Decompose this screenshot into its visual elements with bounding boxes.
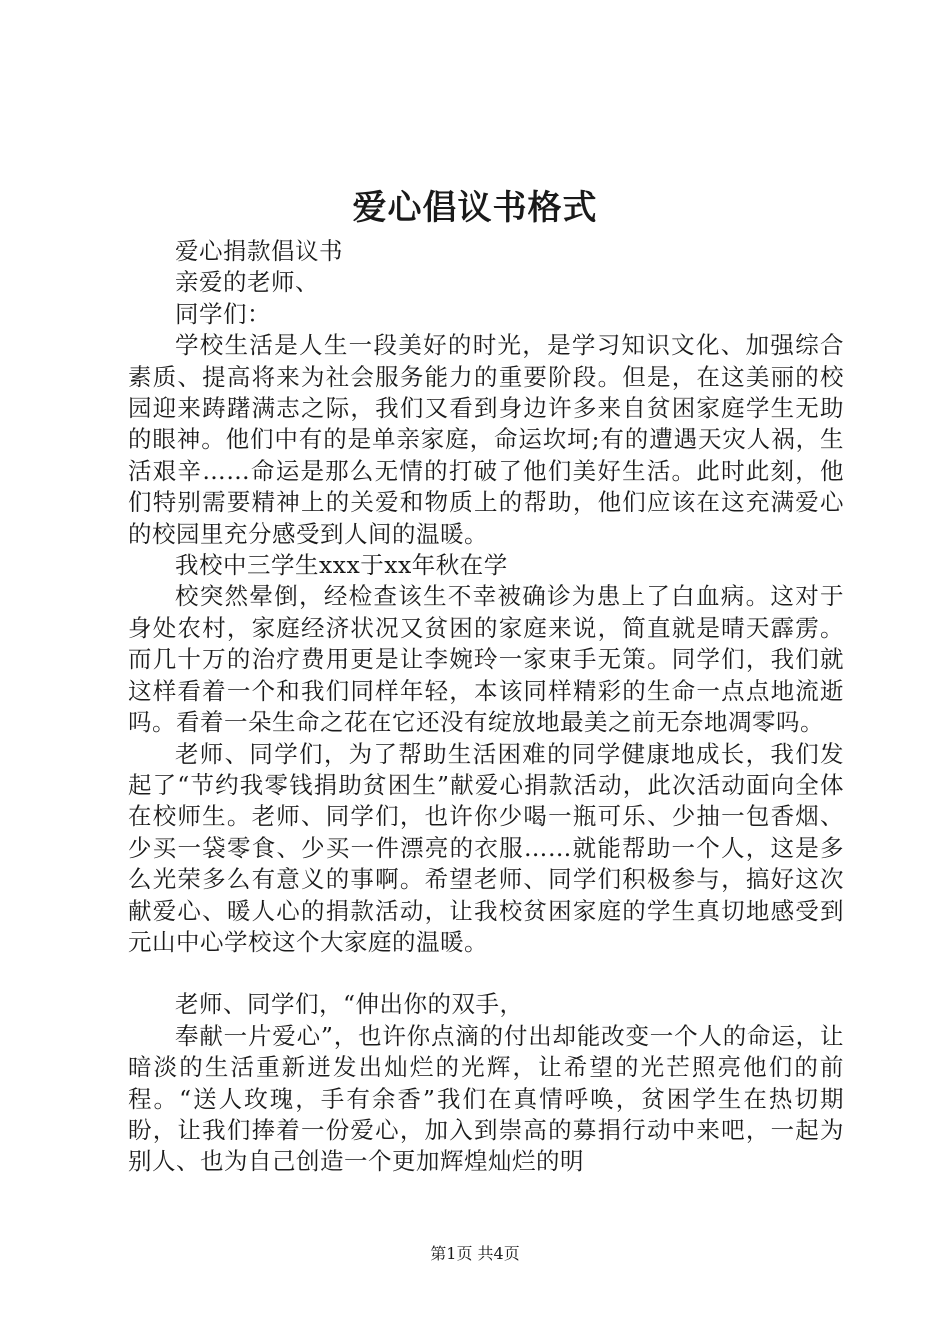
paragraph-salutation-2: 同学们： [175, 299, 271, 328]
paragraph-illness: 校突然晕倒，经检查该生不幸被确诊为患上了白血病。这对于身处农村，家庭经济状况又贫困的家庭来说，简直就是晴天霹雳。而几十万的治疗费用更是让李婉玲一家束手无策。同学们，我们就这样看着一个和我们同样年轻，本该同样精彩的生命一点点地流逝吗。看着一朵生命之花在它还没有绽放地最美之前无奈地凋零吗。 [128, 582, 844, 737]
paragraph-heading: 爱心捐款倡议书 [175, 237, 343, 265]
document-title: 爱心倡议书格式 [352, 188, 598, 228]
paragraph-donation-call: 老师、同学们，为了帮助生活困难的同学健康地成长，我们发起了“节约我零钱捐助贫困生”献爱心捐款活动，此次活动面向全体在校师生。老师、同学们，也许你少喝一瓶可乐、少抽一包香烟、少买一袋零食、少买一件漂亮的衣服……就能帮助一个人，这是多么光荣多么有意义的事啊。希望老师、同学们积极参与，搞好这次献爱心、暖人心的捐款活动，让我校贫困家庭的学生真切地感受到元山中心学校这个大家庭的温暖。 [128, 739, 844, 956]
blank-line [128, 958, 844, 989]
paragraph-reach-out: 老师、同学们，“伸出你的双手， [175, 990, 524, 1019]
paragraph-love-dedication: 奉献一片爱心”，也许你点滴的付出却能改变一个人的命运，让暗淡的生活重新迸发出灿烂的光辉，让希望的光芒照亮他们的前程。“送人玫瑰，手有余香”我们在真情呼唤，贫困学生在热切期盼，让我们捧着一份爱心，加入到崇高的募捐行动中来吧，一起为别人、也为自己创造一个更加辉煌灿烂的明 [128, 1021, 844, 1176]
document-body [128, 236, 844, 1178]
paragraph-school-life: 学校生活是人生一段美好的时光，是学习知识文化、加强综合素质、提高将来为社会服务能力的重要阶段。但是，在这美丽的校园迎来踌躇满志之际，我们又看到身边许多来自贫困家庭学生无助的眼神。他们中有的是单亲家庭，命运坎坷;有的遭遇天灾人祸，生活艰辛……命运是那么无情的打破了他们美好生活。此时此刻，他们特别需要精神上的关爱和物质上的帮助，他们应该在这充满爱心的校园里充分感受到人间的温暖。 [128, 331, 844, 548]
page-footer: 第1页 共4页 [430, 1244, 520, 1263]
paragraph-salutation-1: 亲爱的老师、 [175, 268, 319, 297]
paragraph-student-intro: 我校中三学生xxx于xx年秋在学 [175, 551, 508, 580]
